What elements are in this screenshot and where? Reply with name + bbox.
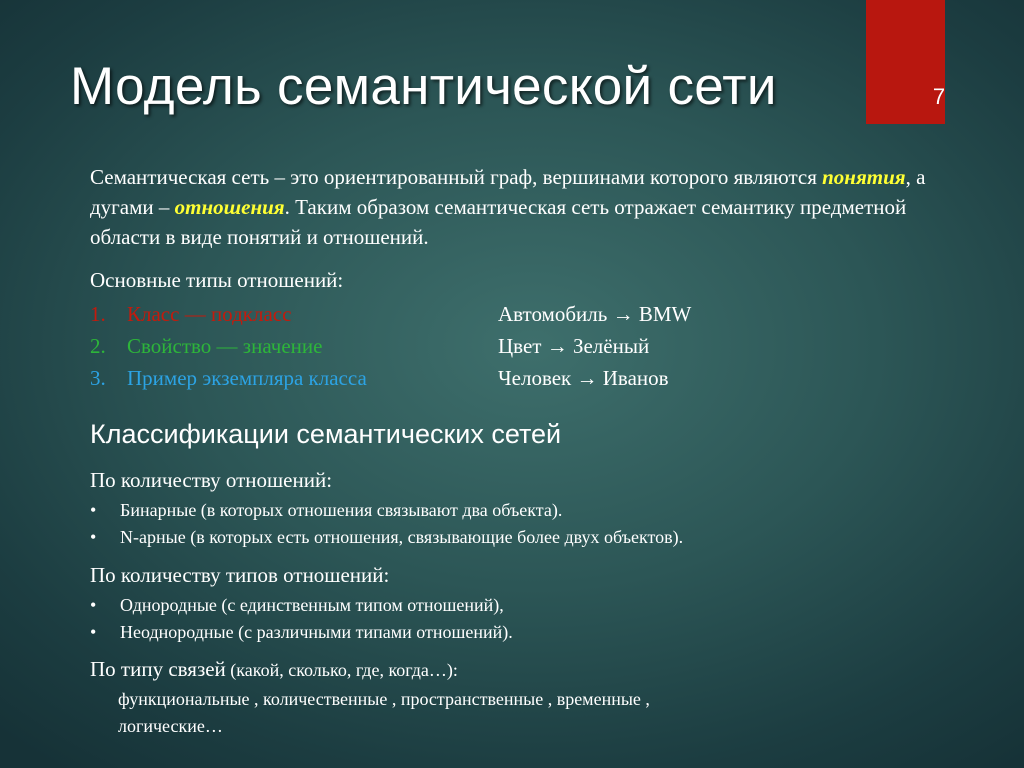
intro-text-3: . Таким образом семантическая сеть отражает семантику предметной области в виде понятий и отношений. (90, 195, 907, 249)
intro-text-2: , а дугами – (90, 165, 926, 219)
group-heading-relation-types: По количеству типов отношений: (90, 563, 390, 587)
bullet-dot: • (90, 595, 97, 615)
intro-paragraph (90, 162, 940, 252)
relation-example: Цвет → Зелёный (498, 334, 650, 358)
bullet-text: N-арные (в которых есть отношения, связывающие более двух объектов). (120, 527, 684, 547)
link-types-line: функциональные , количественные , пространственные , временные , (118, 689, 650, 709)
group-heading-paren: (какой, сколько, где, когда…): (225, 660, 458, 680)
bullet-dot: • (90, 500, 97, 520)
bullet-text: Бинарные (в которых отношения связывают два объекта). (120, 500, 563, 520)
relation-item-property-value (90, 330, 790, 362)
term-concepts: понятия (822, 165, 906, 189)
bullet-text: Неоднородные (с различными типами отношений). (120, 622, 513, 642)
relation-item-instance (90, 362, 790, 394)
bullet-dot: • (90, 527, 97, 547)
slide-number: 7 (932, 84, 946, 109)
bullet-dot: • (90, 622, 97, 642)
relation-number: 2. (90, 334, 106, 358)
relation-example: Автомобиль → BMW (498, 302, 692, 326)
relation-example: Человек → Иванов (498, 366, 669, 390)
relation-label: Свойство — значение (127, 334, 323, 358)
link-types-line: логические… (118, 716, 223, 736)
intro-text-1: Семантическая сеть – это ориентированный граф, вершинами которого являются (90, 165, 823, 189)
classification-title: Классификации семантических сетей (90, 419, 562, 449)
term-relations: отношения (174, 195, 285, 219)
slide-title: Модель семантической сети (70, 57, 777, 116)
group-heading-text: По типу связей (90, 657, 226, 681)
bullet-text: Однородные (с единственным типом отношений), (120, 595, 504, 615)
group-heading-relation-count: По количеству отношений: (90, 468, 333, 492)
relation-label: Пример экземпляра класса (127, 366, 367, 390)
relation-number: 3. (90, 366, 106, 390)
relation-item-class-subclass (90, 298, 790, 330)
relation-label: Класс — подкласс (127, 302, 292, 326)
relation-number: 1. (90, 302, 106, 326)
group-heading-link-type (90, 657, 458, 682)
relations-heading: Основные типы отношений: (90, 268, 344, 292)
